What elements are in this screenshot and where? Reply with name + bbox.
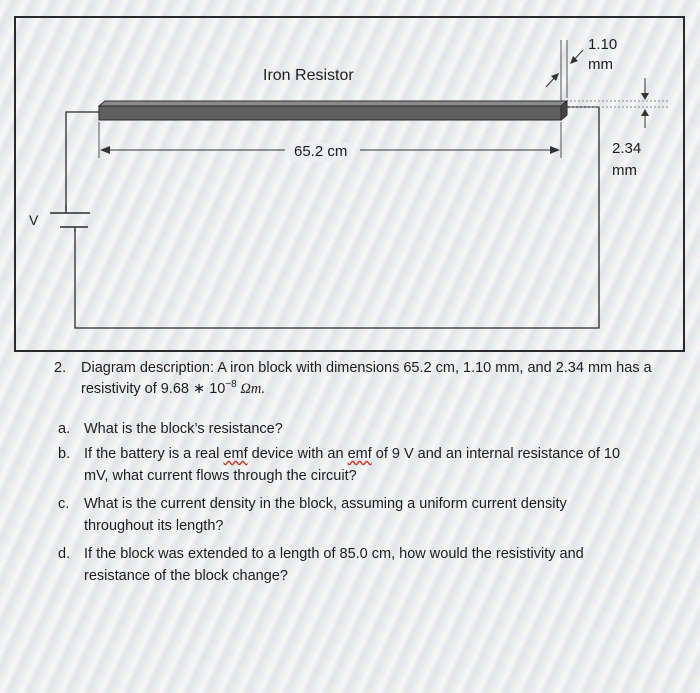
voltage-source-label: V: [29, 212, 39, 228]
question-number: 2.: [54, 360, 67, 376]
length-arrow-right-icon: [550, 146, 560, 154]
resistivity-exponent: −8: [225, 379, 237, 391]
width-value: 1.10: [588, 36, 618, 53]
part-c-mark: c.: [58, 496, 70, 512]
width-unit: mm: [588, 56, 613, 73]
height-value: 2.34: [612, 140, 642, 157]
part-b-emf-word-2: emf: [347, 446, 372, 462]
height-arrow-down-icon: [641, 93, 649, 100]
part-b-text-2: device with an: [247, 446, 348, 462]
part-a-mark: a.: [58, 421, 71, 437]
resistivity-unit: Ωm.: [236, 381, 265, 397]
diagram-title: Iron Resistor: [263, 67, 354, 84]
wire-bottom: [75, 107, 599, 328]
height-unit: mm: [612, 162, 637, 179]
part-d-text: If the block was extended to a length of 85.0 cm, how would the resistivity and resistance of the block change?: [84, 546, 584, 584]
question-text: [81, 358, 671, 400]
part-b-mark: b.: [58, 446, 71, 462]
part-b-text: [84, 443, 629, 487]
iron-block: [99, 106, 561, 120]
part-d-mark: d.: [58, 546, 71, 562]
part-a-text: What is the block’s resistance?: [84, 421, 283, 437]
part-b-text-1: If the battery is a real: [84, 446, 224, 462]
part-c-text: What is the current density in the block, assuming a uniform current density throughout its length?: [84, 496, 567, 534]
iron-block-top: [99, 101, 567, 106]
question-text-main: Diagram description: A iron block with dimensions 65.2 cm, 1.10 mm, and 2.34 mm has a resistivity of 9.68 ∗ 10: [81, 360, 652, 397]
height-arrow-up-icon: [641, 109, 649, 116]
length-label: 65.2 cm: [290, 143, 351, 161]
length-arrow-left-icon: [100, 146, 110, 154]
wire-left: [66, 112, 99, 211]
part-b-emf-word-1: emf: [223, 446, 248, 462]
part-b-text-3: of 9 V and an internal resistance of 10 mV, what current flows through the circuit?: [84, 446, 621, 484]
